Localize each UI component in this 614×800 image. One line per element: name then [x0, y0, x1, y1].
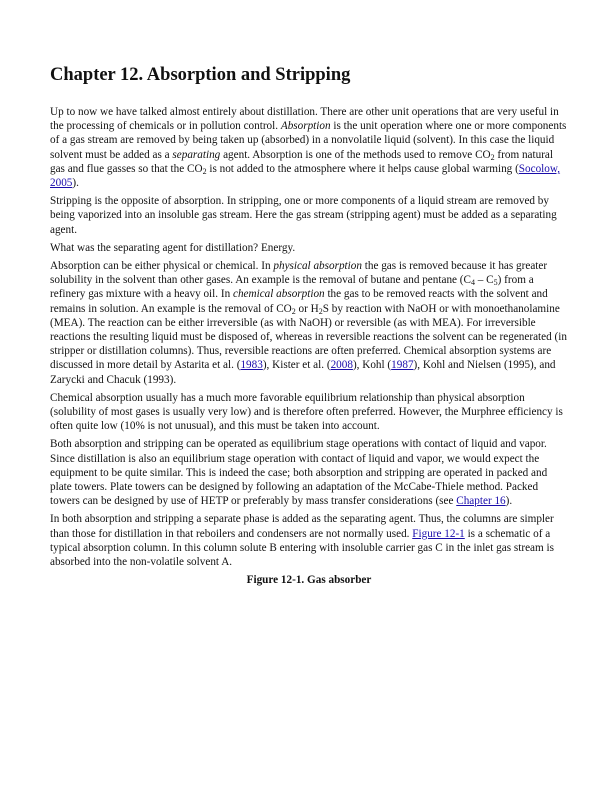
paragraph-chemical-equilibrium: Chemical absorption usually has a much more favorable equilibrium relationship than physical absorption (solubility of most gases is usually very low) and is therefore often preferred. However, the Murphree efficiency is often quite low (10% is not unusual), and this must be taken into account. [50, 391, 563, 433]
link-astarita-1983[interactable]: 1983 [240, 359, 263, 372]
chapter-title: Chapter 12. Absorption and Stripping [50, 65, 351, 85]
paragraph-equipment: Both absorption and stripping can be operated as equilibrium stage operations with contact of liquid and vapor. Since distillation is also an equilibrium stage operation with contact of liquid and vapor, we would expect the equipment to be quite similar. This is indeed the case; both absorption and stripping are operated in packed and plate towers. Plate towers can be designed by following an adaptation of the McCabe-Thiele method. Packed towers can be designed by use of HETP or preferably by mass transfer considerations (see Chapter 16). [50, 438, 548, 508]
link-figure-12-1[interactable]: Figure 12-1 [412, 527, 465, 540]
document-body [50, 64, 568, 592]
link-kohl-1987[interactable]: 1987 [391, 359, 414, 372]
paragraph-stripping: Stripping is the opposite of absorption. In stripping, one or more components of a liquid stream are removed by being vaporized into an insoluble gas stream. Here the gas stream (stripping agent) must be added as a separating agent. [50, 195, 557, 236]
term-absorption: Absorption [280, 120, 331, 133]
paragraph-columns: In both absorption and stripping a separate phase is added as the separating agent. Thus, the columns are simpler than those for distillation in that reboilers and condensers are not normally used. Figure 12-1 is a schematic of a typical absorption column. In this column solute B entering with insoluble carrier gas C in the inlet gas stream is absorbed into the non-volatile solvent A. [50, 513, 554, 569]
term-chemical-absorption: chemical absorption [232, 288, 325, 301]
paragraph-question: What was the separating agent for distillation? Energy. [50, 241, 296, 254]
term-physical-absorption: physical absorption [273, 260, 362, 273]
term-separating: separating [172, 148, 221, 161]
link-chapter-16[interactable]: Chapter 16 [456, 495, 506, 508]
link-socolow-2005[interactable]: Socolow, 2005 [50, 162, 561, 190]
paragraph-intro: Up to now we have talked almost entirely about distillation. There are other unit operations that are very useful in the processing of chemicals or in pollution control. Absorption is the unit operation where one or more components of a gas stream are removed by being taken up (absorbed) in a nonvolatile liquid (solvent). In this case the liquid solvent must be added as a separating agent. Absorption is one of the methods used to remove $CO_2$ from natural gas and flue gasses so that the $CO_2$ is not added to the atmosphere where it helps cause global warming (Socolow, 2005). [50, 106, 567, 190]
figure-caption: Figure 12-1. Gas absorber [246, 574, 372, 587]
link-kister-2008[interactable]: 2008 [330, 359, 353, 372]
paragraph-physical-chemical: Absorption can be either physical or chemical. In physical absorption the gas is removed because it has greater solubility in the solvent than other gases. An example is the removal of butane and pentane $(C_4 - C_5)$ from a refinery gas mixture with a heavy oil. In chemical absorption the gas to be removed reacts with the solvent and remains in solution. An example is the removal of $CO_2$ or $H_2S$ by reaction with NaOH or with monoethanolamine (MEA). The reaction can be either irreversible (as with NaOH) or reversible (as with MEA). For irreversible reactions the resulting liquid must be disposed of, whereas in reversible reactions the solvent can be regenerated (in stripper or distillation columns). Thus, reversible reactions are often preferred. Chemical absorption systems are discussed in more detail by Astarita et al. (1983), Kister et al. (2008), Kohl (1987), Kohl and Nielsen (1995), and Zarycki and Chacuk (1993). [50, 260, 567, 386]
